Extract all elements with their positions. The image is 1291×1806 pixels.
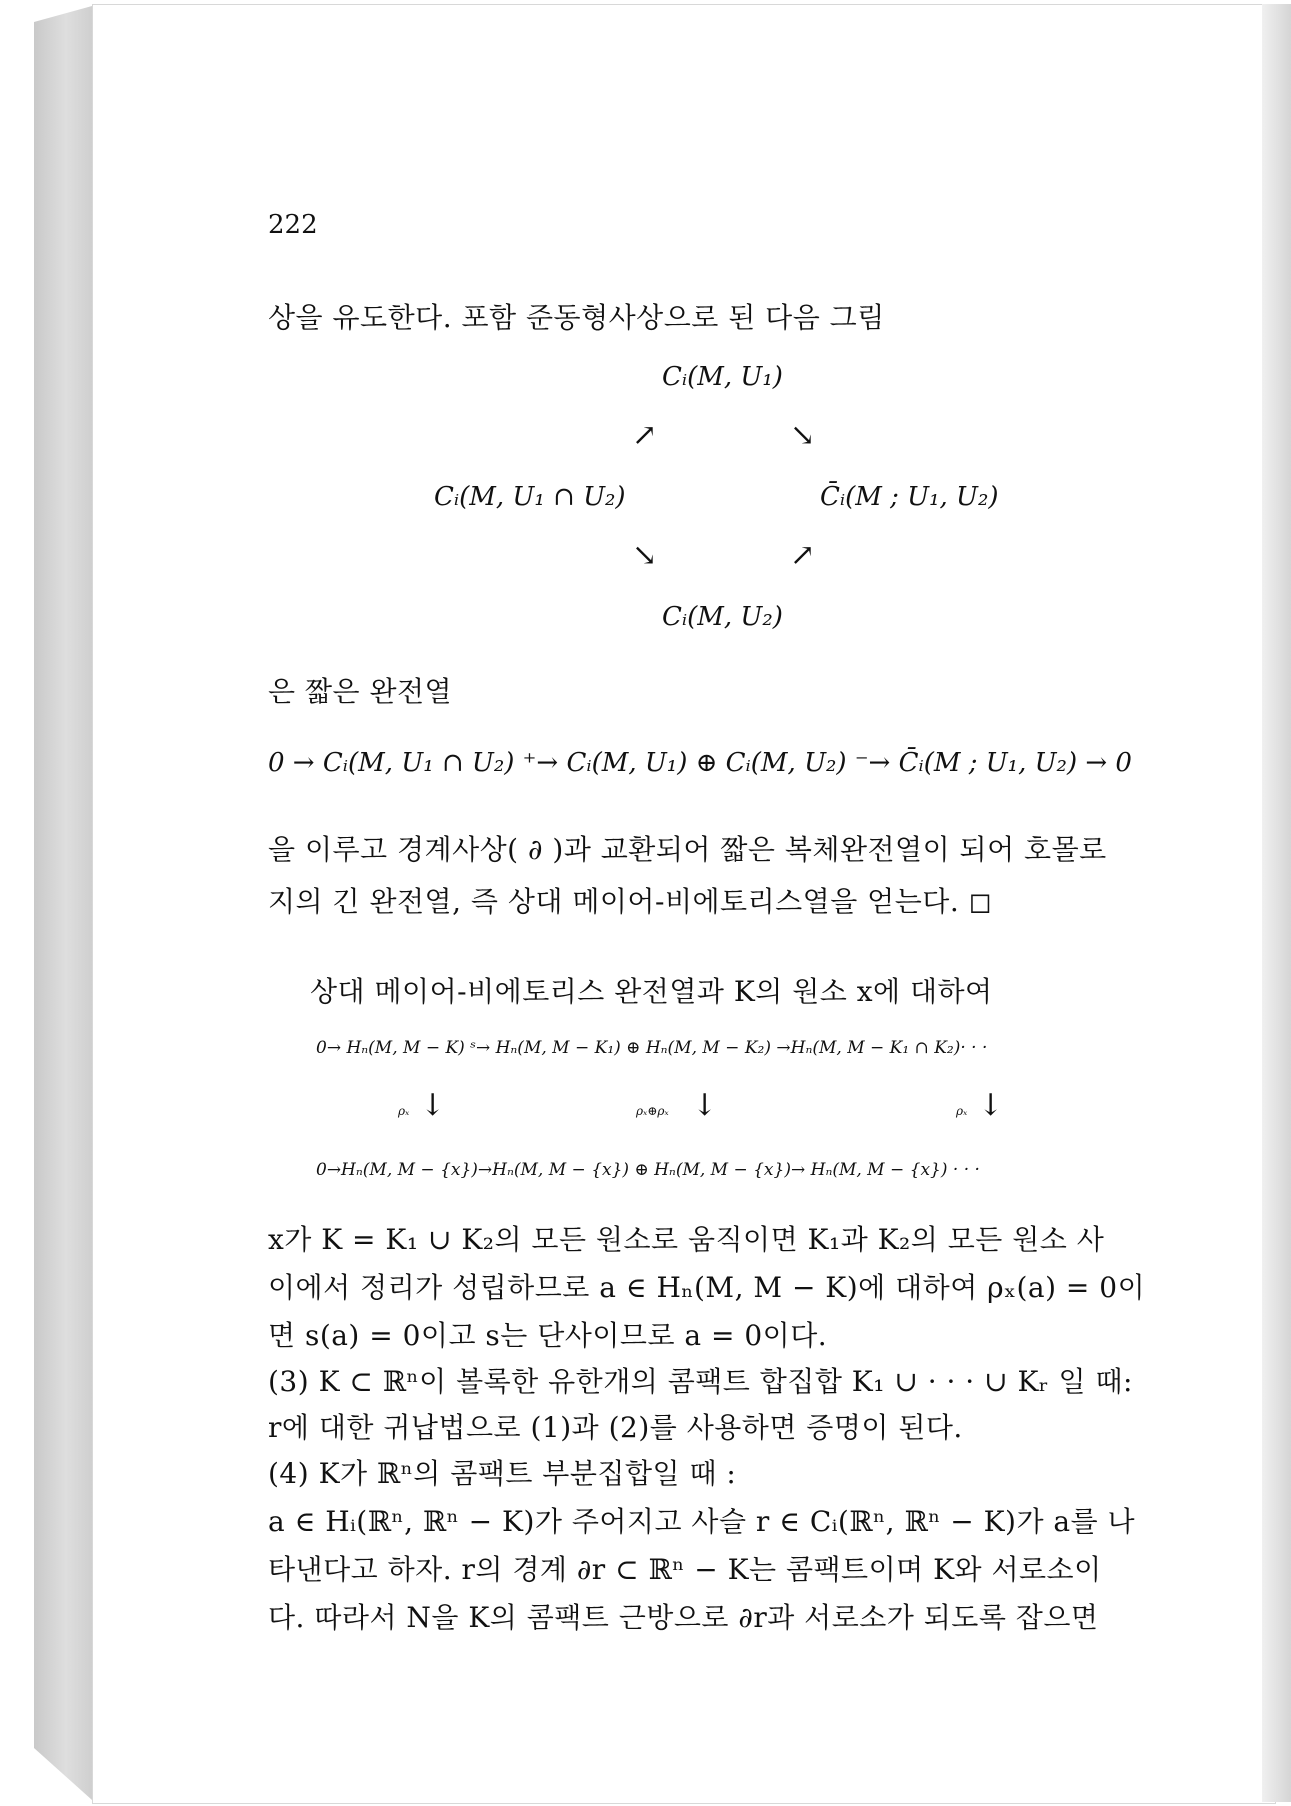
rho-label-3: ρₓ xyxy=(956,1104,968,1118)
para3-line9: 다. 따라서 N을 K의 콤팩트 근방으로 ∂r과 서로소가 되도록 잡으면 xyxy=(268,1601,1099,1634)
para3-line8: 타낸다고 하자. r의 경계 ∂r ⊂ ℝⁿ − K는 콤팩트이며 K와 서로소이 xyxy=(268,1553,1102,1586)
rho-label-2: ρₓ⊕ρₓ xyxy=(636,1104,669,1118)
down-arrow-3: ↓ xyxy=(978,1088,1004,1123)
para1-line1: 을 이루고 경계사상( ∂ )과 교환되어 짧은 복체완전열이 되어 호몰로 xyxy=(268,833,1107,866)
intro-line: 상을 유도한다. 포함 준동형사상으로 된 다음 그림 xyxy=(268,301,885,334)
diagram-top: Cᵢ(M, U₁) xyxy=(662,362,783,392)
arrow-right-down: ↘ xyxy=(790,418,816,453)
para1-line2: 지의 긴 완전열, 즉 상대 메이어-비에토리스열을 얻는다. ◻ xyxy=(268,885,993,918)
book-spine xyxy=(34,6,92,1800)
para2-line: 상대 메이어-비에토리스 완전열과 K의 원소 x에 대하여 xyxy=(310,975,993,1008)
diagram-right: C̄ᵢ(M ; U₁, U₂) xyxy=(820,482,999,512)
arrow-left-up: ↗ xyxy=(632,418,658,453)
para3-line7: a ∈ Hᵢ(ℝⁿ, ℝⁿ − K)가 주어지고 사슬 r ∈ Cᵢ(ℝⁿ, ℝⁿ − K)가 a를 나 xyxy=(268,1505,1136,1538)
para3-line2: 이에서 정리가 성립하므로 a ∈ Hₙ(M, M − K)에 대하여 ρₓ(a) = 0이 xyxy=(268,1271,1146,1304)
para3-line4: (3) K ⊂ ℝⁿ이 볼록한 유한개의 콤팩트 합집합 K₁ ∪ · · · ∪ Kᵣ 일 때: xyxy=(268,1365,1133,1398)
para3-line3: 면 s(a) = 0이고 s는 단사이므로 a = 0이다. xyxy=(268,1319,828,1352)
down-arrow-2: ↓ xyxy=(692,1088,718,1123)
diagram-left: Cᵢ(M, U₁ ∩ U₂) xyxy=(434,482,626,512)
page-edge xyxy=(1262,4,1291,1802)
short-exact-label: 은 짧은 완전열 xyxy=(268,675,453,708)
homology-row2: 0→Hₙ(M, M − {x})→Hₙ(M, M − {x}) ⊕ Hₙ(M, M − {x})→ Hₙ(M, M − {x}) · · · xyxy=(316,1160,980,1180)
homology-row1: 0→ Hₙ(M, M − K) ˢ→ Hₙ(M, M − K₁) ⊕ Hₙ(M, M − K₂) →Hₙ(M, M − K₁ ∩ K₂)· · · xyxy=(316,1038,988,1058)
diagram-bottom: Cᵢ(M, U₂) xyxy=(662,602,783,632)
arrow-left-down: ↘ xyxy=(632,538,658,573)
para3-line6: (4) K가 ℝⁿ의 콤팩트 부분집합일 때 : xyxy=(268,1457,737,1490)
rho-label-1: ρₓ xyxy=(398,1104,410,1118)
para3-line1: x가 K = K₁ ∪ K₂의 모든 원소로 움직이면 K₁과 K₂의 모든 원소 사 xyxy=(268,1223,1105,1256)
down-arrow-1: ↓ xyxy=(420,1088,446,1123)
page-number: 222 xyxy=(268,210,318,240)
para3-line5: r에 대한 귀납법으로 (1)과 (2)를 사용하면 증명이 된다. xyxy=(268,1411,963,1444)
arrow-right-up: ↗ xyxy=(790,538,816,573)
short-exact-sequence: 0 → Cᵢ(M, U₁ ∩ U₂) ⁺→ Cᵢ(M, U₁) ⊕ Cᵢ(M, U₂) ⁻→ C̄ᵢ(M ; U₁, U₂) → 0 xyxy=(268,748,1132,778)
